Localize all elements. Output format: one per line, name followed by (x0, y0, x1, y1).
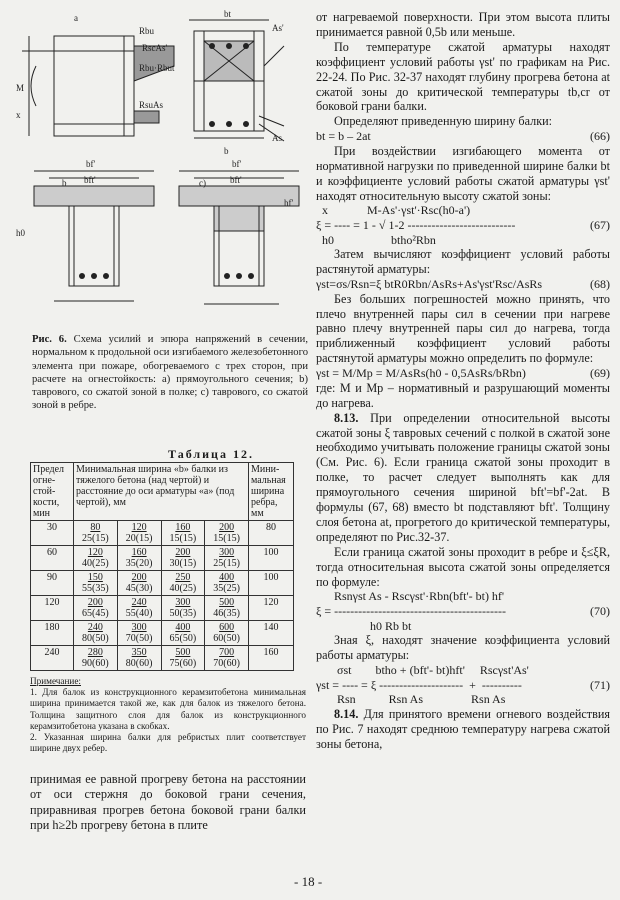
cell-min-rib: 140 (249, 621, 294, 646)
cell-axis-distance: 90(60) (82, 658, 109, 669)
cell-width-distance (74, 521, 118, 546)
cell-width: 200 (131, 572, 147, 583)
cell-axis-distance: 70(50) (125, 633, 153, 644)
cell-axis-distance: 80(60) (125, 658, 153, 669)
cell-width: 80 (90, 522, 101, 533)
section-8-13: 8.13. (334, 410, 359, 425)
cell-axis-distance: 65(45) (82, 608, 109, 619)
cell-width: 700 (219, 647, 235, 658)
label-x: x (16, 110, 21, 120)
cell-width: 200 (219, 522, 235, 533)
equation-71-bottom (316, 692, 610, 707)
cell-width: 120 (87, 547, 103, 558)
cell-width: 200 (175, 547, 191, 558)
cell-width-distance (161, 621, 205, 646)
label-b: b (62, 178, 67, 188)
cell-width-distance (74, 546, 118, 571)
para-3: Определяют приведенную ширину балки: (334, 114, 553, 129)
note-1: 1. Для балок из конструкционного керамзитобетона минимальная ширина принимается такой же, как для балок из тяжелого бетона. Толщина защитного слоя для балок из конструкционного керамзитобетона указана в скобках. (30, 687, 306, 731)
table-row (31, 546, 294, 571)
label-As: As (272, 133, 283, 143)
cell-width: 150 (87, 572, 103, 583)
cell-fire-resistance: 240 (31, 646, 74, 671)
figure-6 (14, 6, 306, 331)
para-11 (316, 707, 610, 752)
para-9: Если граница сжатой зоны проходит в ребре и ξ≤ξR, тогда относительная высота сжатой зоны определяется по формуле: (316, 544, 610, 589)
cell-width: 600 (219, 622, 235, 633)
table-12 (30, 462, 294, 671)
table-row (31, 571, 294, 596)
cell-axis-distance: 15(15) (169, 533, 197, 544)
cell-width: 120 (131, 522, 147, 533)
label-width-b: b (224, 146, 229, 156)
cell-axis-distance: 25(15) (82, 533, 109, 544)
cell-width-distance (205, 646, 249, 671)
cell-axis-distance: 70(60) (213, 658, 240, 669)
equation-69 (316, 366, 610, 381)
label-bt: bt (224, 9, 232, 19)
cell-axis-distance: 20(15) (125, 533, 153, 544)
eq68-text: γst=σs/Rsn=ξ btR0Rbn/AsRs+As'γst'Rsc/AsRs (316, 277, 543, 292)
cell-axis-distance: 35(25) (213, 583, 240, 594)
cell-width-distance (161, 521, 205, 546)
table-notes (30, 676, 306, 754)
equation-66 (316, 129, 610, 144)
figure-caption (32, 333, 308, 413)
cell-width-distance (117, 546, 161, 571)
cell-axis-distance: 46(35) (213, 608, 240, 619)
cell-width: 160 (175, 522, 191, 533)
table-row (31, 621, 294, 646)
table-header-row (31, 463, 294, 521)
para-5: Затем вычисляют коэффициент условий работы растянутой арматуры: (316, 247, 610, 277)
equation-71-top (316, 663, 610, 678)
cell-width-distance (161, 571, 205, 596)
cell-width: 400 (175, 622, 191, 633)
cell-axis-distance: 80(50) (82, 633, 109, 644)
cell-width: 240 (131, 597, 147, 608)
equation-70-bottom (316, 619, 610, 634)
cell-width-distance (117, 571, 161, 596)
cell-width-distance (205, 521, 249, 546)
equation-67-top (316, 203, 610, 218)
cell-width-distance (117, 521, 161, 546)
cell-width: 200 (87, 597, 103, 608)
cell-width: 500 (175, 647, 191, 658)
cell-axis-distance: 40(25) (82, 558, 109, 569)
para-2: По температуре сжатой арматуры находят коэффициент условий работы γst' по графикам на Рис. 22-24. По Рис. 32-37 находят глубину прогрева бетона at сжатой зоны до критической температуры tb,cr от боковой грани балки. (316, 39, 610, 114)
cell-axis-distance: 75(60) (169, 658, 197, 669)
label-As2: As' (272, 23, 284, 33)
equation-67-mid (316, 218, 610, 233)
cell-width: 160 (131, 547, 147, 558)
eq67-top: x M-As'·γst'·Rsc(h0-a') (316, 203, 471, 218)
cell-axis-distance: 65(50) (169, 633, 197, 644)
para-8-text: При определении относительной высоты сжатой зоны ξ тавровых сечений с полкой в сжатой зоне необходимо учитывать положение границы сжатой зоны (См. Рис. 6). Если граница сжатой зоны проходит в полке, то расчет следует выполнять как для прямоугольного сечения шириной bft'=bf'-2at. В формулы (67, 68) вместо bt подставляют bft'. Толщину слоя бетона at, прогретого до критической температуры, определяют по Рис.32-37. (316, 410, 611, 544)
cell-axis-distance: 60(50) (213, 633, 240, 644)
table-row (31, 596, 294, 621)
para-1: от нагреваемой поверхности. При этом высота плиты принимается равной 0,5b или меньше. (316, 10, 610, 39)
para-10: Зная ξ, находят значение коэффициента условий работы арматуры: (316, 633, 610, 663)
eq71-number: (71) (590, 677, 610, 692)
eq70-bottom: h0 Rb bt (316, 618, 412, 633)
cell-min-rib: 120 (249, 596, 294, 621)
cell-width: 280 (87, 647, 103, 658)
cell-width: 500 (219, 597, 235, 608)
para-8 (316, 411, 610, 545)
cell-width-distance (161, 646, 205, 671)
cell-width: 250 (175, 572, 191, 583)
equation-70-top (316, 589, 610, 604)
eq71-top: σst btho + (bft'- bt)hft' Rscγst'As' (316, 663, 529, 678)
left-bottom-paragraph: принимая ее равной прогреву бетона на расстоянии от оси стержня до боковой грани сечения, приравнивая прогрев бетона боковой грани балки при h≥2b прогреву бетона в плите (30, 772, 306, 833)
cell-width-distance (74, 571, 118, 596)
cell-axis-distance: 55(35) (82, 583, 109, 594)
cell-width-distance (205, 596, 249, 621)
caption-text: Схема усилий и эпюра напряжений в сечении, нормальном к продольной оси изгибаемого железобетонного элемента при пожаре, обогреваемого с трех сторон, при расчете на огнестойкость: а) прямоугольного сечения; b) таврового, со сжатой зоной в полке; с) таврового, со сжатой зоной в ребре. (32, 334, 308, 412)
cell-width-distance (117, 646, 161, 671)
eq71-mid: γst = ---- = ξ --------------------- + ---------- (316, 677, 522, 692)
cell-min-rib: 100 (249, 546, 294, 571)
cell-width-distance (74, 596, 118, 621)
cell-width-distance (205, 546, 249, 571)
cell-axis-distance: 40(25) (169, 583, 197, 594)
cell-fire-resistance: 90 (31, 571, 74, 596)
label-RbtRbut: Rbu·Rbut (139, 63, 175, 73)
note-2: 2. Указанная ширина балки для ребристых плит соответствует ширине двух ребер. (30, 732, 306, 754)
cell-width: 300 (219, 547, 235, 558)
eq70-top: Rsnγst As - Rscγst'·Rbn(bft'- bt) hf' (316, 589, 505, 604)
label-bf: bf' (86, 159, 96, 169)
label-hf: hf' (284, 198, 294, 208)
cell-axis-distance: 15(15) (213, 533, 240, 544)
equation-70-mid (316, 604, 610, 619)
table-row (31, 646, 294, 671)
eq67-mid: ξ = ---- = 1 - √ 1-2 --------------------------- (316, 218, 516, 233)
cell-axis-distance: 45(30) (125, 583, 153, 594)
label-bf2: bf' (232, 159, 242, 169)
para-4: При воздействии изгибающего момента от нормативной нагрузки по приведенной ширине балки bt и коэффициенте условий работы сжатой арматуры γst' находят относительную высоту сжатой зоны: (316, 143, 610, 203)
equation-67-bottom (316, 233, 610, 248)
cell-width-distance (117, 596, 161, 621)
table-row (31, 521, 294, 546)
cell-width: 300 (175, 597, 191, 608)
right-column (316, 10, 610, 752)
equation-71-mid (316, 678, 610, 693)
cell-width-distance (161, 546, 205, 571)
cell-width-distance (74, 646, 118, 671)
notes-heading: Примечание: (30, 676, 81, 686)
cell-width-distance (205, 621, 249, 646)
para-6: Без больших погрешностей можно принять, что плечо внутренней пары сил в сечении при нагреве равно плечу внутренней пары сил до нагрева, тогда приближенный коэффициент условий работы растянутой арматуры можно определить по формуле: (316, 291, 610, 366)
cell-width-distance (161, 596, 205, 621)
eq70-number: (70) (590, 604, 610, 619)
cell-min-rib: 100 (249, 571, 294, 596)
eq66-text: bt = b – 2at (316, 129, 371, 144)
cell-width: 300 (131, 622, 147, 633)
header-min-rib: Мини-мальная ширина ребра, мм (249, 463, 294, 521)
para-11-text: Для принятого времени огневого воздействия по Рис. 7 находят среднюю температуру нагрева сжатой зоны бетона, (316, 706, 611, 751)
label-c: c) (199, 178, 206, 188)
cell-width-distance (117, 621, 161, 646)
eq69-number: (69) (590, 366, 610, 381)
label-a: a (74, 13, 78, 23)
table-title: Таблица 12. (168, 447, 254, 461)
label-RscAs: RscAs' (142, 43, 168, 53)
eq67-bottom: h0 btho²Rbn (316, 232, 436, 247)
cell-axis-distance: 55(40) (125, 608, 153, 619)
cell-axis-distance: 35(20) (125, 558, 153, 569)
header-min-width: Минимальная ширина «b» балки из тяжелого бетона (над чертой) и расстояние до оси арматуры «а» (под чертой), мм (74, 463, 249, 521)
header-fire-resistance: Предел огне-стой-кости, мин (31, 463, 74, 521)
label-h0: h0 (16, 228, 25, 238)
eq71-bottom: Rsn Rsn As Rsn As (316, 692, 506, 707)
caption-label: Рис. 6. (32, 334, 67, 345)
cell-axis-distance: 50(35) (169, 608, 197, 619)
label-M: M (16, 83, 25, 93)
eq67-number: (67) (590, 218, 610, 233)
cell-width: 400 (219, 572, 235, 583)
eq68-number: (68) (590, 277, 610, 292)
table-body (31, 521, 294, 671)
equation-68 (316, 277, 610, 292)
para-7: где: M и Mp – нормативный и разрушающий моменты до нагрева. (316, 380, 610, 410)
cell-axis-distance: 25(15) (213, 558, 240, 569)
cell-width: 350 (131, 647, 147, 658)
cell-fire-resistance: 180 (31, 621, 74, 646)
cell-width-distance (205, 571, 249, 596)
eq66-number: (66) (590, 129, 610, 144)
page-number: - 18 - (294, 874, 323, 889)
label-Rbu: Rbu (139, 26, 155, 36)
section-8-14: 8.14. (334, 706, 359, 721)
cell-axis-distance: 30(15) (169, 558, 197, 569)
cell-width-distance (74, 621, 118, 646)
figure-6-drawing (14, 6, 306, 331)
cell-min-rib: 80 (249, 521, 294, 546)
cell-min-rib: 160 (249, 646, 294, 671)
cell-fire-resistance: 30 (31, 521, 74, 546)
cell-width: 240 (87, 622, 103, 633)
cell-fire-resistance: 60 (31, 546, 74, 571)
cell-fire-resistance: 120 (31, 596, 74, 621)
label-bft2: bft' (230, 175, 242, 185)
eq70-mid: ξ = ------------------------------------------- (316, 604, 506, 619)
eq69-text: γst = M/Mp = M/AsRs(h0 - 0,5AsRs/bRbn) (316, 366, 526, 381)
label-RsuAs: RsuAs (139, 100, 164, 110)
label-bft: bft' (84, 175, 96, 185)
